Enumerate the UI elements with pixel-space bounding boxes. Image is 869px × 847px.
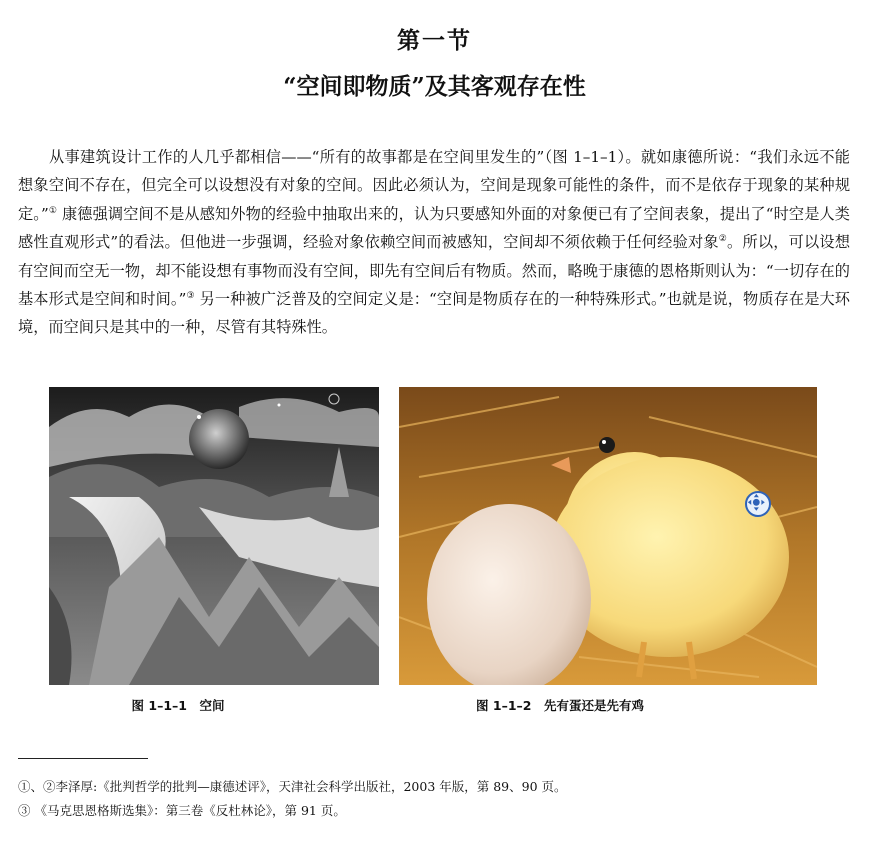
figure-1-caption: 图 1–1–1 空间: [131, 698, 225, 713]
section-title: “空间即物质”及其客观存在性: [283, 73, 586, 100]
move-control-button[interactable]: [745, 491, 771, 517]
section-number: 第一节: [397, 27, 472, 54]
footnote-ref-2[interactable]: ②: [718, 234, 728, 245]
figure-chick-and-egg-photo: [399, 387, 817, 685]
body-text-part-1: 从事建筑设计工作的人几乎都相信——“所有的故事都是在空间里发生的”（图 1–1–1）。就如康德所说：“我们永远不能想象空间不存在，但完全可以设想没有对象的空间。因此必须认为，空间是现象可能性的条件，而不是依存于现象的某种规定。”: [18, 148, 850, 223]
figure-space-illustration: [49, 387, 379, 685]
footnote-1: ①、②李泽厚:《批判哲学的批判—康德述评》，天津社会科学出版社，2003 年版，第 89、90 页。: [18, 779, 567, 794]
figure-2-caption-text: 图 1–1–2 先有蛋还是先有鸡: [476, 698, 644, 713]
body-text-part-3: 。所以，可以设想有空间而空无一物，却不能设想有事物而没有空间，即先有空间后有物质。然而，略晚于康德的恩格斯则认为：“一切存在的基本形式是空间和时间。”: [18, 233, 851, 309]
body-paragraph: [18, 143, 850, 342]
footnote-2: ③ 《马克思恩格斯选集》：第三卷《反杜林论》，第 91 页。: [18, 803, 346, 818]
footnote-divider: [18, 758, 148, 759]
footnote-ref-1[interactable]: ①: [48, 205, 58, 216]
body-text-part-2: 康德强调空间不是从感知外物的经验中抽取出来的，认为只要感知外面的对象便已有了空间表象，提出了“时空是人类感性直观形式”的看法。但他进一步强调，经验对象依赖空间而被感知，空间却不须依赖于任何经验对象: [18, 204, 850, 252]
body-text-part-4: 另一种被广泛普及的空间定义是：“空间是物质存在的一种特殊形式。”也就是说，物质存在是大环境，而空间只是其中的一种，尽管有其特殊性。: [18, 290, 850, 337]
footnote-ref-3[interactable]: ③: [186, 291, 195, 302]
move-arrows-icon: [747, 493, 769, 515]
figure-2-caption: [399, 696, 817, 714]
